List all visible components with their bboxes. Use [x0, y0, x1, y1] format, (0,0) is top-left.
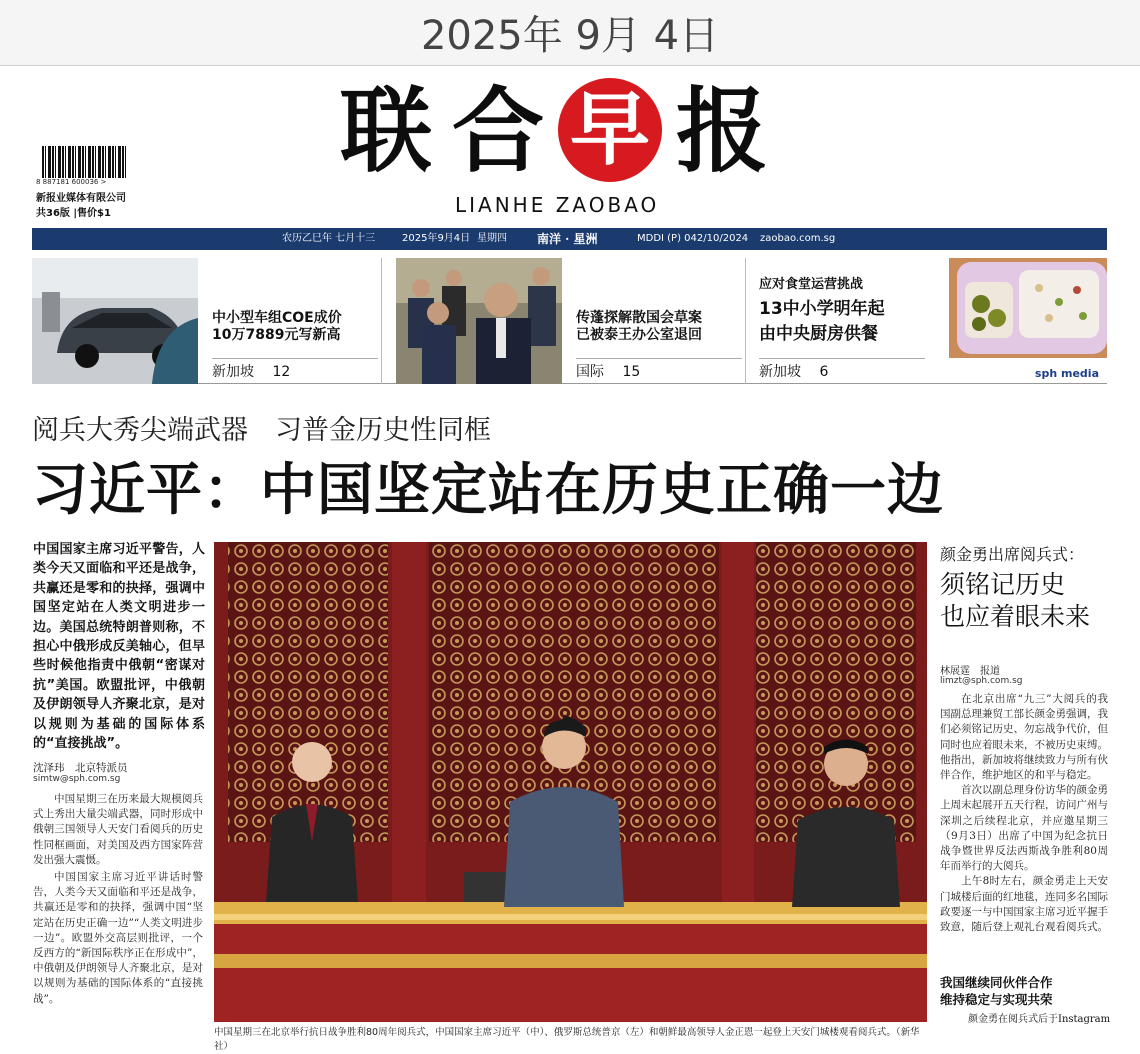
logo-char-1: 联 [339, 77, 432, 185]
teaser-divider [381, 258, 382, 384]
teaser-3-line2: 由中央厨房供餐 [759, 324, 878, 344]
logo-char-4: 报 [675, 77, 768, 185]
teaser-3-text [759, 272, 885, 347]
teaser-3-section [759, 358, 925, 384]
lead-byline: 沈泽玮 北京特派员 [33, 762, 128, 774]
teaser-3[interactable] [759, 258, 1105, 384]
logo-char-3-red-circle: 早 [558, 78, 662, 182]
lead-body-p1: 中国星期三在历来最大规模阅兵式上秀出大量尖端武器，同时形成中俄朝三国领导人天安门看阅兵的历史性同框画面，对美国及西方国家阵营发出强大震慑。 [33, 793, 203, 866]
side-subhead-line2: 维持稳定与实现共荣 [940, 992, 1053, 1007]
website-link[interactable]: zaobao.com.sg [760, 233, 836, 244]
issue-date: 2025年9月4日 [402, 233, 471, 244]
barcode [42, 146, 126, 178]
photo-caption: 中国星期三在北京举行抗日战争胜利80周年阅兵式，中国国家主席习近平（中）、俄罗斯总统普京（左）和朝鲜最高领导人金正恩一起登上天安门城楼观看阅兵式。（新华社） [214, 1027, 920, 1052]
side-email: limzt@sph.com.sg [940, 676, 1023, 686]
teaser-3-line1: 13中小学明年起 [759, 299, 885, 319]
side-last-line: 颜金勇在阅兵式后于Instagram [968, 1014, 1111, 1025]
date-text: 2025年 9月 4日 [420, 13, 720, 59]
teaser-2[interactable] [396, 258, 742, 384]
teaser-2-line1: 传蓬探解散国会草案 [576, 310, 702, 326]
date-banner [0, 0, 1140, 66]
lead-email: simtw@sph.com.sg [33, 774, 121, 784]
teaser-2-line2: 已被泰王办公室退回 [576, 327, 702, 343]
logo-char-2: 合 [451, 77, 544, 185]
info-bar [32, 228, 1107, 250]
teaser-1-section-name: 新加坡 [212, 364, 254, 380]
teaser-1-line2: 10万7889元写新高 [212, 327, 341, 343]
side-subhead-line1: 我国继续同伙伴合作 [940, 975, 1053, 990]
teaser-2-text [576, 310, 702, 344]
main-photo [214, 542, 927, 1022]
permit-number: MDDI (P) 042/10/2024 [637, 233, 749, 244]
side-title [940, 569, 1108, 633]
masthead-logo [330, 76, 810, 186]
teaser-3-section-name: 新加坡 [759, 364, 801, 380]
teaser-1-page: 12 [272, 364, 291, 380]
side-body-p3: 上午8时左右，颜金勇走上天安门城楼后面的红地毯，连同多名国际政要逐一与中国国家主席习近平握手致意，随后登上观礼台观看阅兵式。 [940, 875, 1108, 934]
teaser-2-section-name: 国际 [576, 364, 604, 380]
masthead-latin: LIANHE ZAOBAO [455, 193, 660, 217]
teaser-1-section [212, 358, 378, 384]
side-byline: 林展霆 报道 [940, 666, 1000, 677]
sub-headline: 阅兵大秀尖端武器 习普金历史性同框 [32, 415, 491, 446]
side-subhead [940, 974, 1108, 1008]
weekday: 星期四 [477, 233, 507, 244]
teaser-1-text [212, 310, 342, 344]
newspaper-page [0, 66, 1140, 1052]
lunar-date: 农历乙巳年 七月十三 [282, 233, 376, 244]
lede-paragraph: 中国国家主席习近平警告，人类今天又面临和平还是战争，共赢还是零和的抉择，强调中国坚定站在人类文明进步一边。美国总统特朗普则称，不担心中俄形成反美轴心，但早些时候他指责中俄朝“密谋对抗”美国。欧盟批评，中俄朝及伊朗领导人齐聚北京，是对以规则为基础的国际体系的“直接挑战”。 [33, 542, 205, 752]
teaser-strip [32, 258, 1107, 384]
teaser-1[interactable] [32, 258, 378, 384]
teaser-3-page: 6 [819, 364, 829, 380]
side-body-p2: 首次以副总理身份访华的颜金勇上周末起展开五天行程，访问广州与深圳之后续程北京，并应邀星期三（9月3日）出席了中国为纪念抗日战争暨世界反法西斯战争胜利80周年而举行的大阅兵。 [940, 784, 1108, 873]
main-headline: 习近平：中国坚定站在历史正确一边 [32, 458, 944, 523]
side-kicker: 颜金勇出席阅兵式： [940, 545, 1085, 564]
side-title-line2: 也应着眼未来 [940, 602, 1091, 631]
side-body-p1: 在北京出席“九三”大阅兵的我国副总理兼贸工部长颜金勇强调，我们必须铭记历史、勿忘战争代价，但同时也应着眼未来，不被历史束缚。他指出，新加坡将继续致力与所有伙伴合作，维护地区的和平与稳定。 [940, 693, 1108, 782]
teaser-1-line1: 中小型车组COE成价 [212, 310, 342, 326]
teaser-divider [745, 258, 746, 384]
teaser-2-section [576, 358, 742, 384]
lunchbox-photo [949, 258, 1107, 358]
politician-photo [396, 258, 562, 384]
side-body [940, 692, 1108, 935]
teaser-2-page: 15 [622, 364, 641, 380]
price-info: 共36版 |售价$1 [36, 208, 111, 219]
sph-media-logo: sph media [1034, 367, 1099, 380]
teaser-3-kicker: 应对食堂运营挑战 [759, 277, 864, 292]
side-title-line1: 须铭记历史 [940, 570, 1066, 599]
nanyang-logo: 南洋 · 星洲 [537, 232, 598, 246]
barcode-number: 8 887181 600036 > [36, 178, 107, 186]
car-photo [32, 258, 198, 384]
publisher-name: 新报业媒体有限公司 [36, 193, 126, 204]
lead-body-p2: 中国国家主席习近平讲话时警告，人类今天又面临和平还是战争，共赢还是零和的抉择，强调中国“坚定站在历史正确一边”“人类文明进步一边”。欧盟外交高层则批评，一个反西方的“新国际秩序正在形成中”，中俄朝及伊朗领导人齐聚北京，是对以规则为基础的国际体系的“直接挑战”。 [33, 871, 203, 1005]
side-story [940, 542, 1111, 1025]
tiananmen-photo [214, 542, 927, 1022]
